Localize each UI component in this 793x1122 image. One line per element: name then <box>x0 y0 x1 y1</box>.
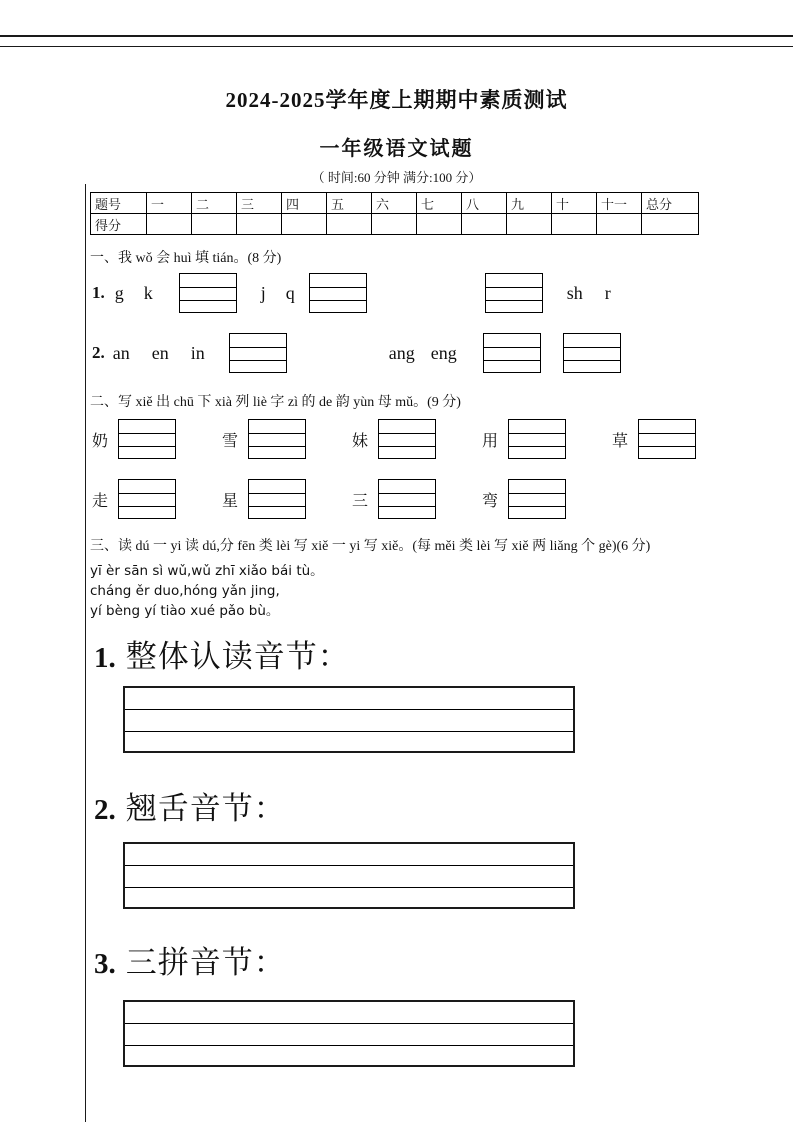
hanzi-character: 雪 <box>222 432 239 450</box>
answer-grid-large[interactable] <box>123 842 575 909</box>
pinyin-letter: k <box>143 282 153 303</box>
section2-heading: 二、写 xiě 出 chū 下 xià 列 liè 字 zì 的 de 韵 yùn 母 mǔ。(9 分) <box>90 395 461 410</box>
pinyin-answer-box[interactable] <box>378 419 436 459</box>
char-answer-unit <box>222 479 352 519</box>
item-number: 3. <box>94 948 116 980</box>
score-header-cell: 九 <box>507 193 552 214</box>
score-input-cell[interactable] <box>417 214 462 235</box>
grid-line <box>249 506 305 507</box>
item-number: 2. <box>92 343 105 362</box>
section1-heading: 一、我 wǒ 会 huì 填 tián。(8 分) <box>90 251 282 266</box>
score-input-cell[interactable] <box>237 214 282 235</box>
pinyin-answer-box[interactable] <box>483 333 541 373</box>
score-input-cell[interactable] <box>147 214 192 235</box>
grid-line <box>125 731 573 732</box>
char-answer-unit <box>92 479 222 519</box>
hanzi-character: 走 <box>92 492 109 510</box>
grid-line <box>119 493 175 494</box>
section3-item-2-label <box>90 783 753 828</box>
char-answer-unit <box>612 419 742 459</box>
category-label: 翘舌音节： <box>125 791 286 826</box>
grid-line <box>310 300 366 301</box>
pinyin-answer-box[interactable] <box>118 419 176 459</box>
grid-line <box>379 506 435 507</box>
score-header-cell: 一 <box>147 193 192 214</box>
grid-line <box>509 493 565 494</box>
pinyin-answer-box[interactable] <box>508 419 566 459</box>
score-header-cell: 题号 <box>91 193 147 214</box>
score-header-cell: 五 <box>327 193 372 214</box>
grid-line <box>379 433 435 434</box>
grid-line <box>119 506 175 507</box>
section3-heading: 三、读 dú 一 yi 读 dú,分 fēn 类 lèi 写 xiě 一 yi 写 xiě。(每 měi 类 lèi 写 xiě 两 liǎng 个 gè)(6 分) <box>90 539 651 554</box>
left-margin-line <box>85 184 86 1122</box>
grid-line <box>564 347 620 348</box>
pinyin-letter: sh <box>566 282 583 303</box>
score-header-cell: 二 <box>192 193 237 214</box>
answer-grid-large[interactable] <box>123 1000 575 1067</box>
pinyin-answer-box[interactable] <box>485 273 543 313</box>
grid-line <box>509 433 565 434</box>
section1-row2 <box>90 333 753 373</box>
grid-line <box>230 360 286 361</box>
hanzi-character: 弯 <box>482 492 499 510</box>
grid-line <box>230 347 286 348</box>
char-answer-unit <box>92 419 222 459</box>
section2-row2 <box>90 479 753 519</box>
top-border-line-1 <box>0 35 793 37</box>
item-number: 1. <box>94 642 116 674</box>
char-answer-unit <box>482 419 612 459</box>
grid-line <box>486 287 542 288</box>
score-input-cell[interactable] <box>552 214 597 235</box>
item-number: 2. <box>94 794 116 826</box>
grid-line <box>484 360 540 361</box>
score-input-cell[interactable] <box>327 214 372 235</box>
section1-row1 <box>90 273 753 313</box>
score-input-cell[interactable] <box>192 214 237 235</box>
top-border-line-2 <box>0 46 793 47</box>
hanzi-character: 草 <box>612 432 629 450</box>
score-table-score-row <box>91 214 699 235</box>
pinyin-answer-box[interactable] <box>229 333 287 373</box>
score-input-cell[interactable] <box>282 214 327 235</box>
grid-line <box>639 433 695 434</box>
grid-line <box>310 287 366 288</box>
grid-line <box>249 493 305 494</box>
exam-body <box>90 247 753 1067</box>
grid-line <box>119 446 175 447</box>
section3-item-3-label <box>90 937 753 982</box>
exam-title: 2024-2025学年度上期期中素质测试 <box>225 88 568 112</box>
grid-line <box>484 347 540 348</box>
score-header-cell: 十 <box>552 193 597 214</box>
score-label-cell: 得分 <box>91 214 147 235</box>
pinyin-letter: q <box>285 282 295 303</box>
grid-line <box>509 506 565 507</box>
pinyin-letter: j <box>260 282 266 303</box>
category-label: 整体认读音节： <box>125 639 350 674</box>
grid-line <box>379 493 435 494</box>
hanzi-character: 奶 <box>92 432 109 450</box>
pinyin-letter: ang <box>388 342 415 363</box>
grid-line <box>119 433 175 434</box>
category-label: 三拼音节： <box>125 945 286 980</box>
pinyin-answer-box[interactable] <box>248 419 306 459</box>
passage-line: cháng ěr duo,hóng yǎn jing, <box>90 583 280 599</box>
grid-line <box>125 1045 573 1046</box>
answer-grid-large[interactable] <box>123 686 575 753</box>
score-input-cell[interactable] <box>642 214 699 235</box>
score-header-cell: 七 <box>417 193 462 214</box>
pinyin-answer-box[interactable] <box>638 419 696 459</box>
section3-item-1-label <box>90 631 753 676</box>
score-input-cell[interactable] <box>507 214 552 235</box>
pinyin-letter: en <box>151 342 169 363</box>
passage-line: yí bèng yí tiào xué pǎo bù。 <box>90 603 280 619</box>
pinyin-answer-box[interactable] <box>563 333 621 373</box>
grid-line <box>249 433 305 434</box>
grid-line <box>125 1023 573 1024</box>
grid-line <box>564 360 620 361</box>
grid-line <box>486 300 542 301</box>
exam-subtitle: 一年级语文试题 <box>319 138 474 160</box>
score-input-cell[interactable] <box>372 214 417 235</box>
grid-line <box>379 446 435 447</box>
score-header-cell: 总分 <box>642 193 699 214</box>
pinyin-answer-box[interactable] <box>118 479 176 519</box>
hanzi-character: 妹 <box>352 432 369 450</box>
pinyin-letter: r <box>604 282 611 303</box>
hanzi-character: 星 <box>222 492 239 510</box>
score-header-cell: 八 <box>462 193 507 214</box>
grid-line <box>249 446 305 447</box>
score-table <box>90 192 699 235</box>
pinyin-passage <box>90 561 753 621</box>
score-table-header-row <box>91 193 699 214</box>
score-input-cell[interactable] <box>462 214 507 235</box>
pinyin-letter: eng <box>430 342 457 363</box>
grid-line <box>180 300 236 301</box>
pinyin-letter: an <box>112 342 130 363</box>
grid-line <box>639 446 695 447</box>
section2-row1 <box>90 419 753 459</box>
pinyin-answer-box[interactable] <box>248 479 306 519</box>
pinyin-answer-box[interactable] <box>179 273 237 313</box>
item-number: 1. <box>92 283 105 302</box>
pinyin-answer-box[interactable] <box>508 479 566 519</box>
pinyin-letter: in <box>190 342 205 363</box>
hanzi-character: 用 <box>482 432 499 450</box>
score-header-cell: 三 <box>237 193 282 214</box>
score-header-cell: 四 <box>282 193 327 214</box>
time-score-info: （ 时间:60 分钟 满分:100 分） <box>311 170 482 185</box>
char-answer-unit <box>222 419 352 459</box>
pinyin-answer-box[interactable] <box>309 273 367 313</box>
score-header-cell: 十一 <box>597 193 642 214</box>
char-answer-unit <box>352 479 482 519</box>
score-input-cell[interactable] <box>597 214 642 235</box>
char-answer-unit <box>482 479 612 519</box>
grid-line <box>125 887 573 888</box>
char-answer-unit <box>352 419 482 459</box>
grid-line <box>180 287 236 288</box>
grid-line <box>125 865 573 866</box>
passage-line: yī èr sān sì wǔ,wǔ zhī xiǎo bái tù。 <box>90 563 324 579</box>
hanzi-character: 三 <box>352 492 369 510</box>
pinyin-letter: g <box>114 282 124 303</box>
grid-line <box>509 446 565 447</box>
grid-line <box>125 709 573 710</box>
score-header-cell: 六 <box>372 193 417 214</box>
pinyin-answer-box[interactable] <box>378 479 436 519</box>
